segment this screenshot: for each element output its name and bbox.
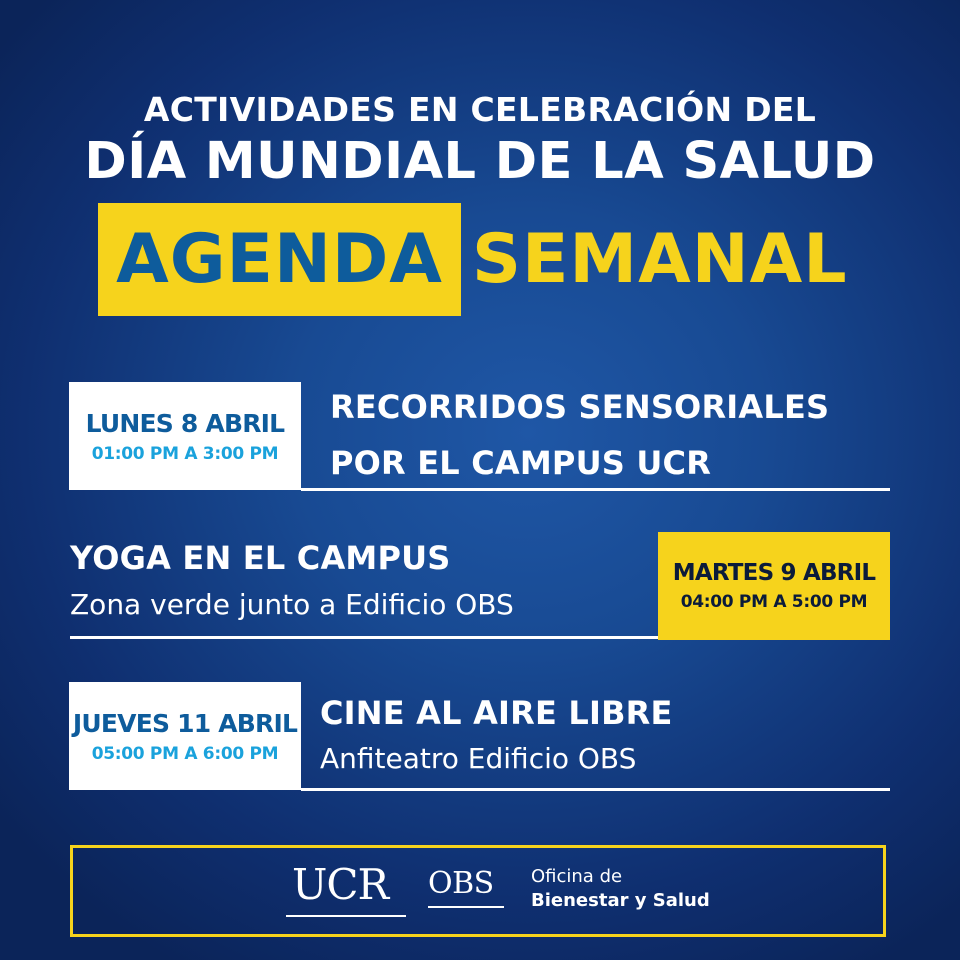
event-3-title: CINE AL AIRE LIBRE xyxy=(320,694,673,732)
office-name-line1: Oficina de xyxy=(531,866,623,887)
header-title: DÍA MUNDIAL DE LA SALUD xyxy=(84,132,876,191)
event-2-time: 04:00 PM A 5:00 PM xyxy=(680,592,868,612)
event-2-divider xyxy=(70,636,658,639)
ucr-logo: UCR xyxy=(292,860,389,909)
event-1-day: LUNES 8 ABRIL xyxy=(85,408,285,438)
semanal-word: SEMANAL xyxy=(472,220,848,299)
event-2-location: Zona verde junto a Edificio OBS xyxy=(70,588,514,621)
event-1-date-box xyxy=(69,382,301,490)
obs-logo: OBS xyxy=(428,866,494,901)
ucr-logo-underline xyxy=(286,915,406,917)
event-3-location: Anfiteatro Edificio OBS xyxy=(320,742,637,775)
office-name-line2: Bienestar y Salud xyxy=(531,890,710,911)
event-3-date-box xyxy=(69,682,301,790)
event-3-day: JUEVES 11 ABRIL xyxy=(72,708,298,738)
event-2-date-box xyxy=(658,532,890,640)
event-3-divider xyxy=(301,788,890,791)
event-1-title-line1: RECORRIDOS SENSORIALES xyxy=(330,388,830,426)
event-2-title: YOGA EN EL CAMPUS xyxy=(70,539,451,577)
event-1-title-line2: POR EL CAMPUS UCR xyxy=(330,444,712,482)
event-1-divider xyxy=(301,488,890,491)
event-3-time: 05:00 PM A 6:00 PM xyxy=(91,743,279,764)
agenda-word: AGENDA xyxy=(116,220,443,299)
event-2-day: MARTES 9 ABRIL xyxy=(672,560,876,586)
event-1-time: 01:00 PM A 3:00 PM xyxy=(91,443,279,464)
obs-logo-underline xyxy=(428,906,504,908)
header-subtitle: ACTIVIDADES EN CELEBRACIÓN DEL xyxy=(143,90,817,129)
